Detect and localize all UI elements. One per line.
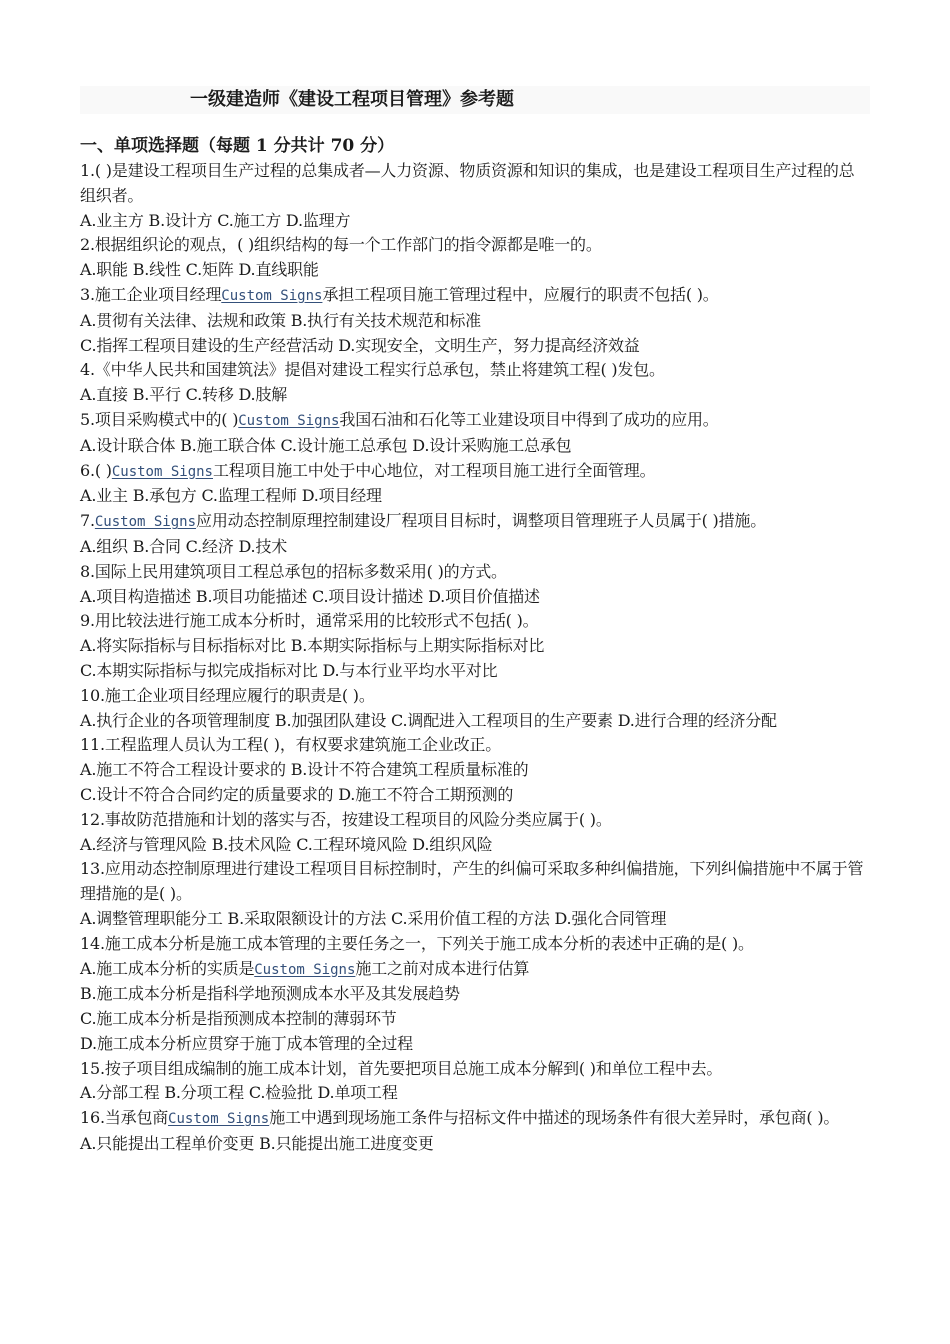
line-text-continued: 我国石油和石化等工业建设项目中得到了成功的应用。 [339, 409, 719, 429]
question-line [80, 907, 870, 932]
line-text: A.施工不符合工程设计要求的 B.设计不符合建筑工程质量标准的 [80, 760, 529, 780]
line-text-continued: 施工之前对成本进行估算 [355, 958, 530, 978]
line-text: A.业主 B.承包方 C.监理工程师 D.项目经理 [80, 486, 382, 506]
question-line [80, 509, 870, 535]
line-text: 14.施工成本分析是施工成本管理的主要任务之一，下列关于施工成本分析的表述中正确的是( )。 [80, 933, 754, 953]
custom-signs-link[interactable]: Custom Signs [111, 463, 213, 480]
line-text-continued: 工程项目施工中处于中心地位，对工程项目施工进行全面管理。 [213, 460, 656, 480]
question-line [80, 609, 870, 634]
question-list [80, 159, 870, 1157]
question-line [80, 309, 870, 334]
question-line [80, 709, 870, 734]
question-line [80, 783, 870, 808]
title-spacer [80, 114, 870, 134]
line-text: C.指挥工程项目建设的生产经营活动 D.实现安全，文明生产，努力提高经济效益 [80, 335, 640, 355]
custom-signs-link[interactable]: Custom Signs [238, 412, 340, 429]
question-line [80, 334, 870, 359]
line-text: 7. [80, 511, 95, 531]
question-line [80, 358, 870, 383]
line-text: A.将实际指标与目标指标对比 B.本期实际指标与上期实际指标对比 [80, 636, 545, 656]
line-text: A.业主方 B.设计方 C.施工方 D.监理方 [80, 210, 351, 230]
question-line [80, 233, 870, 258]
line-text: 15.按子项目组成编制的施工成本计划，首先要把项目总施工成本分解到( )和单位工程中去。 [80, 1058, 723, 1078]
question-line [80, 484, 870, 509]
custom-signs-link[interactable]: Custom Signs [254, 961, 356, 978]
line-text: 5.项目采购模式中的( ) [80, 409, 239, 429]
question-line [80, 1032, 870, 1057]
line-text: D.施工成本分析应贯穿于施丁成本管理的全过程 [80, 1033, 413, 1053]
question-line [80, 957, 870, 983]
question-line [80, 1057, 870, 1082]
custom-signs-link[interactable]: Custom Signs [168, 1111, 270, 1128]
question-line [80, 634, 870, 659]
line-text: 13.应用动态控制原理进行建设工程项目目标控制时，产生的纠偏可采取多种纠偏措施，下列纠偏措施中不属于管理措施的是( )。 [80, 859, 864, 904]
line-text-continued: 施工中遇到现场施工条件与招标文件中描述的现场条件有很大差异时，承包商( )。 [269, 1108, 840, 1128]
line-text: A.执行企业的各项管理制度 B.加强团队建设 C.调配进入工程项目的生产要素 D.进行合理的经济分配 [80, 710, 777, 730]
line-text: A.项目构造描述 B.项目功能描述 C.项目设计描述 D.项目价值描述 [80, 586, 540, 606]
line-text: 11.工程监理人员认为工程( )，有权要求建筑施工企业改正。 [80, 735, 502, 755]
line-text: A.职能 B.线性 C.矩阵 D.直线职能 [80, 260, 319, 280]
question-line [80, 982, 870, 1007]
line-text: 2.根据组织论的观点，( )组织结构的每一个工作部门的指令源都是唯一的。 [80, 235, 602, 255]
custom-signs-link[interactable]: Custom Signs [94, 514, 197, 531]
line-text: 16.当承包商 [80, 1108, 169, 1128]
question-line [80, 758, 870, 783]
document-body [80, 86, 870, 1157]
line-text-continued: 承担工程项目施工管理过程中，应履行的职责不包括( )。 [322, 284, 719, 304]
question-line [80, 659, 870, 684]
line-text: A.分部工程 B.分项工程 C.检验批 D.单项工程 [80, 1083, 398, 1103]
section-heading: 一、单项选择题（每题 1 分共计 70 分） [80, 136, 395, 156]
line-text: 9.用比较法进行施工成本分析时，通常采用的比较形式不包括( )。 [80, 611, 539, 631]
line-text: A.贯彻有关法律、法规和政策 B.执行有关技术规范和标准 [80, 310, 481, 330]
line-text: C.本期实际指标与拟完成指标对比 D.与本行业平均水平对比 [80, 660, 498, 680]
line-text: 1.( )是建设工程项目生产过程的总集成者—人力资源、物质资源和知识的集成，也是建设工程项目生产过程的总组织者。 [80, 161, 855, 205]
question-line [80, 808, 870, 833]
question-line [80, 1081, 870, 1106]
question-line [80, 857, 870, 907]
line-text: B.施工成本分析是指科学地预测成本水平及其发展趋势 [80, 984, 460, 1004]
line-text: 8.国际上民用建筑项目工程总承包的招标多数采用( )的方式。 [80, 561, 507, 581]
question-line [80, 209, 870, 234]
line-text: C.施工成本分析是指预测成本控制的薄弱环节 [80, 1009, 397, 1029]
line-text: 6.( ) [80, 460, 112, 480]
line-text: A.经济与管理风险 B.技术风险 C.工程环境风险 D.组织风险 [80, 834, 493, 854]
line-text: 10.施工企业项目经理应履行的职责是( )。 [80, 685, 375, 705]
question-line [80, 684, 870, 709]
question-line [80, 1106, 870, 1132]
question-line [80, 733, 870, 758]
question-line [80, 1007, 870, 1032]
line-text: 4.《中华人民共和国建筑法》提倡对建设工程实行总承包，禁止将建筑工程( )发包。 [80, 360, 665, 380]
line-text: A.设计联合体 B.施工联合体 C.设计施工总承包 D.设计采购施工总承包 [80, 435, 572, 455]
question-line [80, 833, 870, 858]
line-text-continued: 应用动态控制原理控制建设厂程项目目标时，调整项目管理班子人员属于( )措施。 [196, 511, 767, 531]
question-line [80, 283, 870, 309]
question-line [80, 459, 870, 485]
line-text: A.调整管理职能分工 B.采取限额设计的方法 C.采用价值工程的方法 D.强化合同管理 [80, 908, 667, 928]
line-text: 12.事故防范措施和计划的落实与否，按建设工程项目的风险分类应属于( )。 [80, 809, 612, 829]
question-line [80, 434, 870, 459]
custom-signs-link[interactable]: Custom Signs [221, 287, 323, 304]
line-text: 3.施工企业项目经理 [80, 284, 222, 304]
question-line [80, 258, 870, 283]
question-line [80, 383, 870, 408]
line-text: A.直接 B.平行 C.转移 D.肢解 [80, 385, 288, 405]
line-text: A.组织 B.合同 C.经济 D.技术 [80, 536, 288, 556]
line-text: A.只能提出工程单价变更 B.只能提出施工进度变更 [80, 1134, 434, 1154]
document-title: 一级建造师《建设工程项目管理》参考题 [80, 86, 870, 114]
question-line [80, 932, 870, 957]
line-text: C.设计不符合合同约定的质量要求的 D.施工不符合工期预测的 [80, 784, 514, 804]
question-line [80, 535, 870, 560]
question-line [80, 159, 870, 209]
question-line [80, 1132, 870, 1157]
question-line [80, 585, 870, 610]
line-text: A.施工成本分析的实质是 [80, 958, 255, 978]
question-line [80, 560, 870, 585]
question-line [80, 408, 870, 434]
